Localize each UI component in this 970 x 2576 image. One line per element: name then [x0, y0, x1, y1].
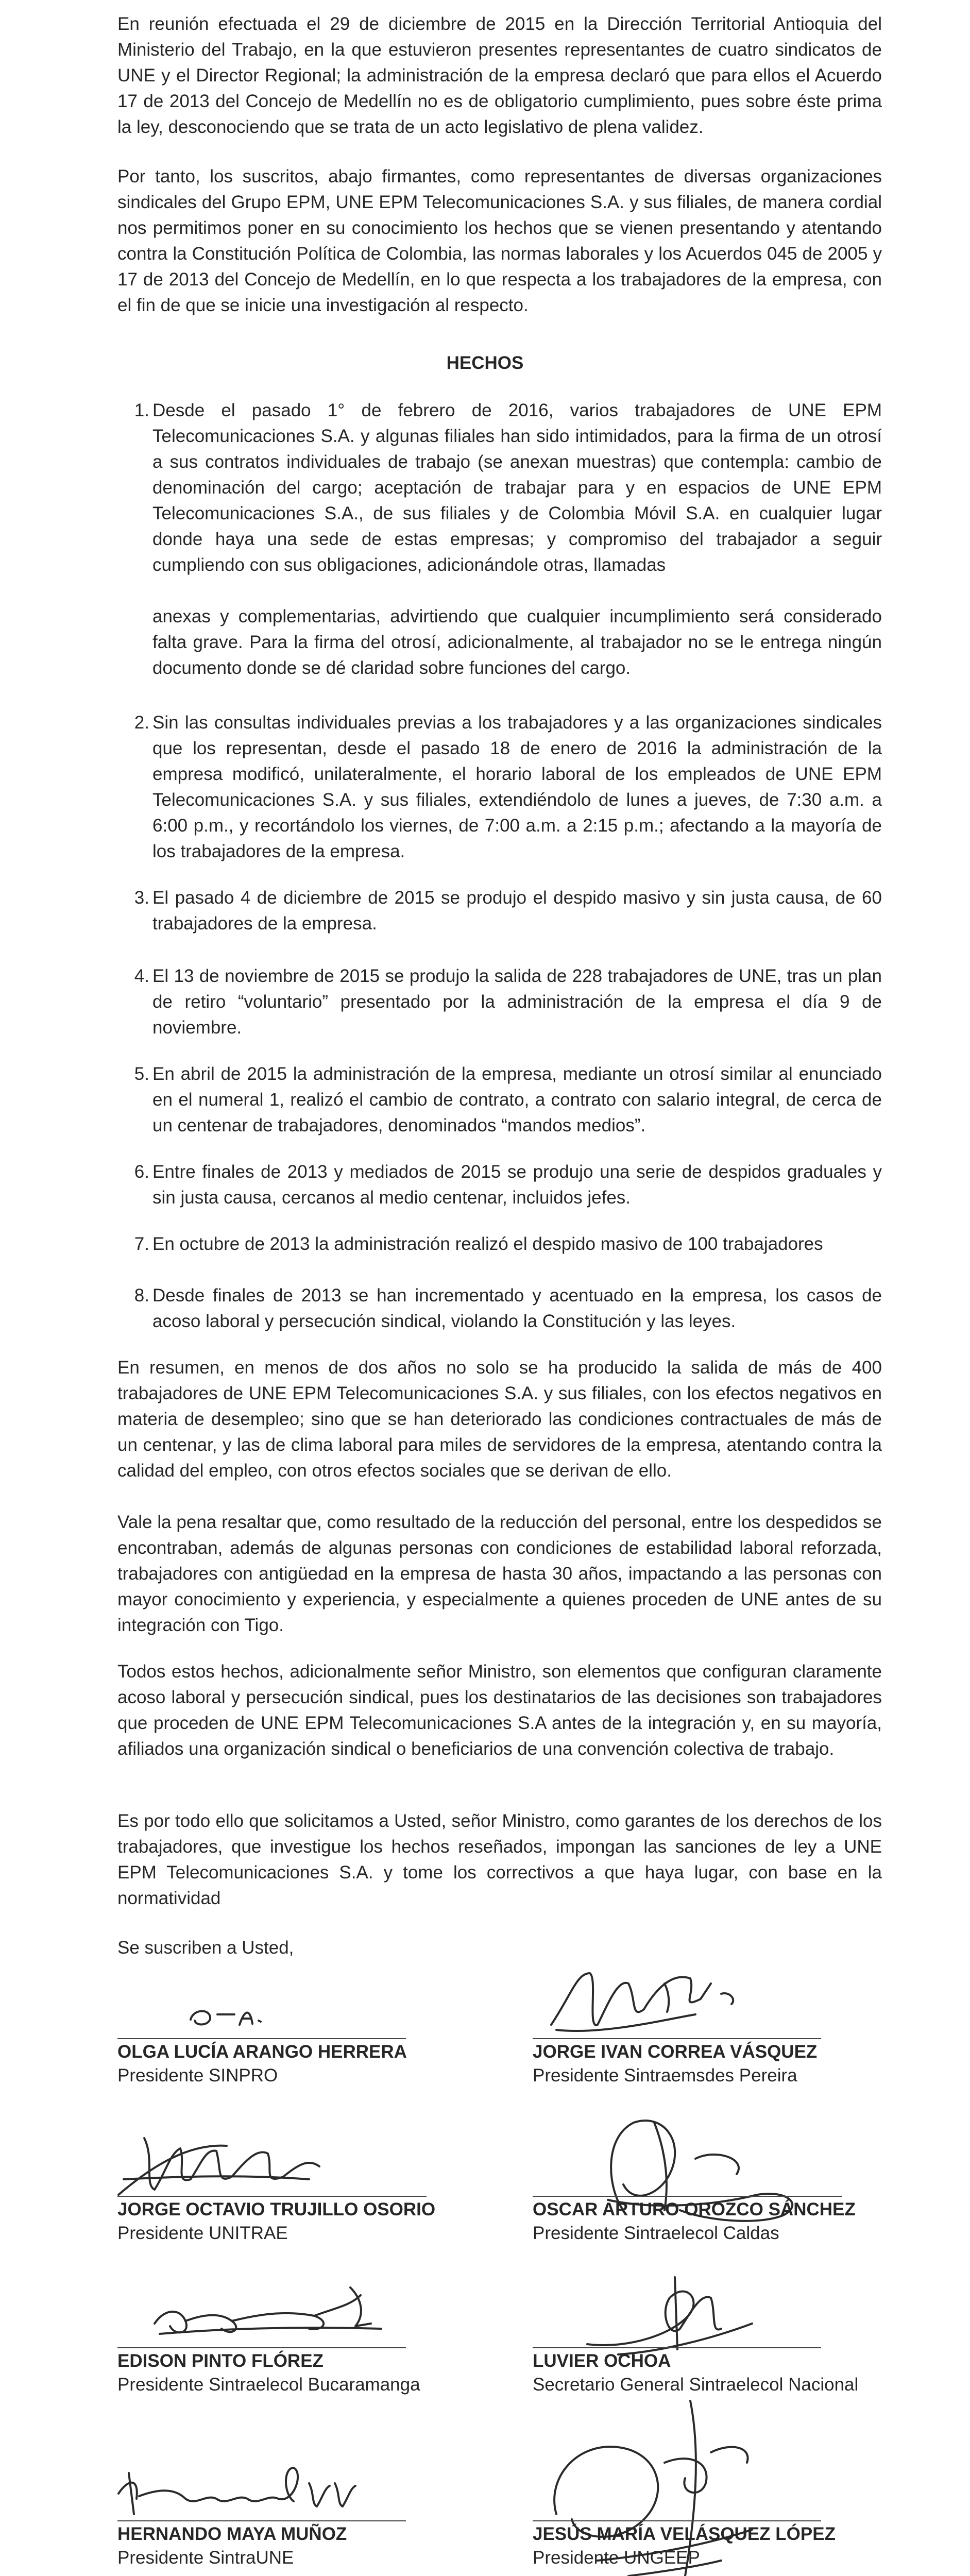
signatory-edison-pinto	[117, 2349, 478, 2397]
signature-jorge-correa	[541, 1963, 757, 2045]
signatory-name: JORGE OCTAVIO TRUJILLO OSORIO	[117, 2199, 436, 2219]
signatory-name: OLGA LUCÍA ARANGO HERRERA	[117, 2042, 407, 2062]
fact-number: 1.	[134, 400, 149, 420]
fact-text: El pasado 4 de diciembre de 2015 se produjo el despido masivo y sin justa causa, de 60 trabajadores de la empresa.	[152, 888, 882, 934]
fact-number: 2.	[134, 713, 149, 733]
signatory-role: Presidente UNITRAE	[117, 2223, 288, 2243]
signatory-name: JORGE IVAN CORREA VÁSQUEZ	[533, 2042, 818, 2062]
fact-number: 6.	[134, 1162, 149, 1182]
fact-text: Entre finales de 2013 y mediados de 2015 se produjo una serie de despidos graduales y sin justa causa, cercanos al medio centenar, incluidos jefes.	[152, 1162, 882, 1208]
sign-off: Se suscriben a Usted,	[117, 1938, 294, 1958]
signatory-name: EDISON PINTO FLÓREZ	[117, 2351, 324, 2371]
facts-heading: HECHOS	[446, 353, 524, 373]
fact-text-continued: anexas y complementarias, advirtiendo que cualquier incumplimiento será considerado falta grave. Para la firma del otrosí, adicionalmente, al trabajador no se le entrega ningún documento donde se dé claridad sobre funciones del cargo.	[152, 606, 882, 678]
fact-text: El 13 de noviembre de 2015 se produjo la salida de 228 trabajadores de UNE, tras un plan de retiro “voluntario” presentado por la administración de la empresa el día 9 de noviembre.	[152, 966, 882, 1038]
signature-edison-pinto	[144, 2277, 402, 2349]
signature-line	[117, 2520, 406, 2521]
signature-hernando-maya	[108, 2458, 366, 2524]
signature-line	[533, 2196, 842, 2197]
signature-luvier-ochoa	[556, 2262, 773, 2360]
request-paragraph: Es por todo ello que solicitamos a Usted, señor Ministro, como garantes de los derechos de los trabajadores, que investigue los hechos reseñados, impongan las sanciones de ley a UNE EPM Telecomunicaciones S.A. y tome los correctivos a que haya lugar, con base en la normatividad	[117, 1811, 882, 1908]
fact-number: 8.	[134, 1285, 149, 1306]
fact-number: 3.	[134, 888, 149, 908]
harassment-paragraph: Todos estos hechos, adicionalmente señor Ministro, son elementos que configuran claramente acoso laboral y persecución sindical, pues los destinatarios de las decisiones son trabajadores que proceden de UNE EPM Telecomunicaciones S.A antes de la integración y, en su mayoría, afiliados una organización sindical o beneficiarios de una convención colectiva de trabajo.	[117, 1662, 882, 1759]
fact-number: 5.	[134, 1064, 149, 1084]
signature-olga-arango	[185, 1999, 319, 2035]
signature-line	[117, 2038, 406, 2039]
intro-paragraph-1: En reunión efectuada el 29 de diciembre de 2015 en la Dirección Territorial Antioquia del Ministerio del Trabajo, en la que estuvieron presentes representantes de cuatro sindicatos de UNE y el Director Regional; la administración de la empresa declaró que para ellos el Acuerdo 17 de 2013 del Concejo de Medellín no es de obligatorio cumplimiento, pues sobre éste prima la ley, desconociendo que se trata de un acto legislativo de plena validez.	[117, 14, 882, 137]
signatory-jorge-correa	[533, 2040, 893, 2088]
signatory-role: Presidente Sintraemsdes Pereira	[533, 2065, 797, 2086]
fact-number: 7.	[134, 1234, 149, 1254]
signatory-hernando-maya	[117, 2522, 478, 2570]
signature-line	[533, 2347, 821, 2348]
signatory-luvier-ochoa	[533, 2349, 893, 2397]
signatory-name: OSCAR ARTURO OROZCO SÁNCHEZ	[533, 2199, 856, 2219]
signatory-olga-arango	[117, 2040, 478, 2088]
signatory-role: Presidente UNGEEP	[533, 2548, 700, 2568]
signature-line	[533, 2038, 821, 2039]
signatory-role: Presidente SINPRO	[117, 2065, 278, 2086]
signatory-name: JESÚS MARÍA VELÁSQUEZ LÓPEZ	[533, 2524, 836, 2544]
fact-text: Sin las consultas individuales previas a los trabajadores y a las organizaciones sindicales que los representan, desde el pasado 18 de enero de 2016 la administración de la empresa modificó, unilateralmente, el horario laboral de los empleados de UNE EPM Telecomunicaciones S.A. y sus filiales, extendiéndolo de lunes a jueves, de 7:30 a.m. a 6:00 p.m., y recortándolo los viernes, de 7:00 a.m. a 2:15 p.m.; afectando a la mayoría de los trabajadores de la empresa.	[152, 713, 882, 861]
signature-line	[117, 2196, 427, 2197]
signatory-jorge-trujillo	[117, 2198, 478, 2245]
signatory-role: Secretario General Sintraelecol Nacional	[533, 2375, 859, 2395]
fact-number: 4.	[134, 966, 149, 986]
signatory-name: LUVIER OCHOA	[533, 2351, 671, 2371]
signatory-jesus-velasquez	[533, 2522, 893, 2570]
intro-paragraph-2: Por tanto, los suscritos, abajo firmantes, como representantes de diversas organizaciones sindicales del Grupo EPM, UNE EPM Telecomunicaciones S.A. y sus filiales, de manera cordial nos permitimos poner en su conocimiento los hechos que se vienen presentando y atentando contra la Constitución Política de Colombia, las normas laborales y los Acuerdos 045 de 2005 y 17 de 2013 del Concejo de Medellín, en lo que respecta a los trabajadores de la empresa, con el fin de que se inicie una investigación al respecto.	[117, 166, 882, 315]
fact-text: En octubre de 2013 la administración realizó el despido masivo de 100 trabajadores	[152, 1234, 823, 1254]
fact-text: Desde finales de 2013 se han incrementado y acentuado en la empresa, los casos de acoso laboral y persecución sindical, violando la Constitución y las leyes.	[152, 1285, 882, 1331]
signatory-oscar-orozco	[533, 2198, 893, 2245]
signature-line	[117, 2347, 406, 2348]
fact-text: En abril de 2015 la administración de la empresa, mediante un otrosí similar al enunciado en el numeral 1, realizó el cambio de contrato, a contrato con salario integral, de cerca de un centenar de trabajadores, denominados “mandos medios”.	[152, 1064, 882, 1136]
signature-line	[533, 2520, 821, 2521]
signatory-role: Presidente Sintraelecol Caldas	[533, 2223, 779, 2243]
signatory-name: HERNANDO MAYA MUÑOZ	[117, 2524, 347, 2544]
fact-text: Desde el pasado 1° de febrero de 2016, varios trabajadores de UNE EPM Telecomunicaciones S.A. y algunas filiales han sido intimidados, para la firma de un otrosí a sus contratos individuales de trabajo (se anexan muestras) que contempla: cambio de denominación del cargo; aceptación de trabajar para y en espacios de UNE EPM Telecomunicaciones S.A., de sus filiales y de Colombia Móvil S.A. en cualquier lugar donde haya una sede de estas empresas; y compromiso del trabajador a seguir cumpliendo con sus obligaciones, adicionándole otras, llamadas	[152, 400, 882, 575]
emphasis-paragraph: Vale la pena resaltar que, como resultado de la reducción del personal, entre los despedidos se encontraban, además de algunas personas con condiciones de estabilidad laboral reforzada, trabajadores con antigüedad en la empresa de hasta 30 años, impactando a las personas con mayor conocimiento y experiencia, y especialmente a quienes proceden de UNE antes de su integración con Tigo.	[117, 1512, 882, 1635]
summary-paragraph: En resumen, en menos de dos años no solo se ha producido la salida de más de 400 trabajadores de UNE EPM Telecomunicaciones S.A. y sus filiales, con los efectos negativos en materia de desempleo; sino que se han deteriorado las condiciones contractuales de más de un centenar, y las de clima laboral para miles de servidores de la empresa, atentando contra la calidad del empleo, con otros efectos sociales que se derivan de ello.	[117, 1358, 882, 1481]
signatory-role: Presidente SintraUNE	[117, 2548, 294, 2568]
signatory-role: Presidente Sintraelecol Bucaramanga	[117, 2375, 420, 2395]
